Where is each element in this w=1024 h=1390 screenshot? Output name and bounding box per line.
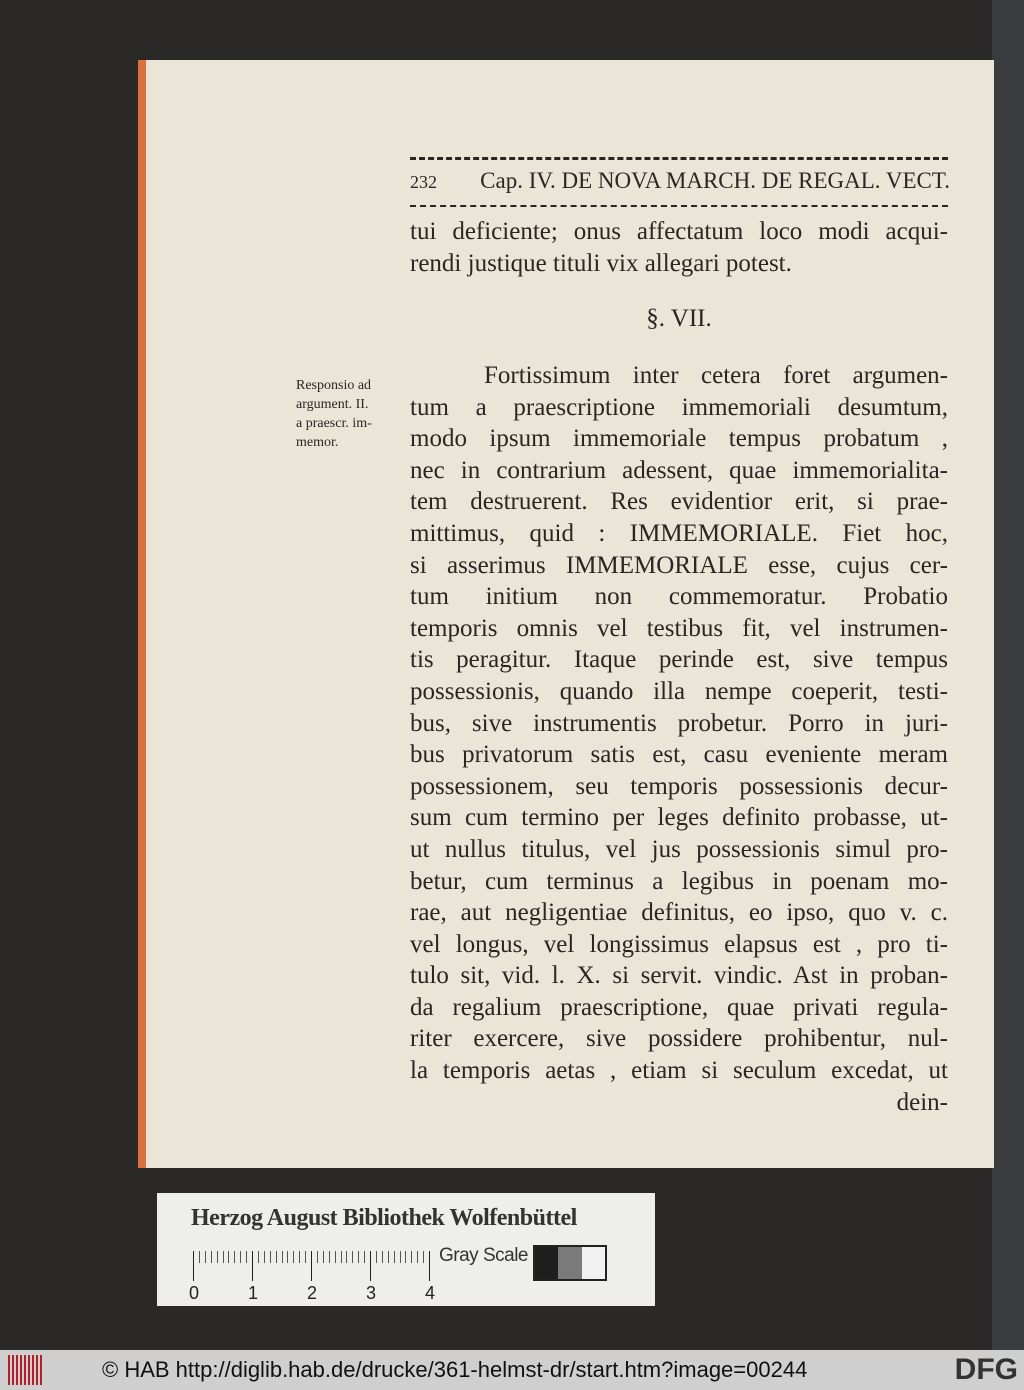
- text-line: rendi justique tituli vix allegari potest.: [410, 249, 792, 277]
- ruler-tick: [358, 1251, 359, 1263]
- ruler-tick: [223, 1251, 224, 1263]
- text-line: tem destruerent. Res evidentior erit, si prae-: [410, 488, 948, 516]
- margin-note: [296, 376, 408, 452]
- text-line: rae, aut negligentiae definitus, eo ipso, quo v. c.: [410, 899, 948, 927]
- running-header: [410, 168, 950, 194]
- ruler-label: 2: [307, 1283, 318, 1303]
- ruler-tick: [264, 1251, 265, 1263]
- ruler-tick: [346, 1251, 347, 1263]
- text-line: tis peragitur. Itaque perinde est, sive tempus: [410, 646, 948, 674]
- catchword: dein-: [896, 1088, 948, 1116]
- ruler-label: 3: [366, 1283, 377, 1303]
- library-name: Herzog August Bibliothek Wolfenbüttel: [191, 1205, 577, 1231]
- gray-scale-swatch: [533, 1245, 607, 1281]
- text-line: mittimus, quid : IMMEMORIALE. Fiet hoc,: [410, 519, 948, 547]
- running-title: Cap. IV. DE NOVA MARCH. DE REGAL. VECT.: [480, 168, 950, 193]
- ruler-tick: [364, 1251, 365, 1263]
- ruler-label: 4: [425, 1283, 436, 1303]
- margin-line: memor.: [296, 435, 339, 450]
- intro-text: [410, 216, 948, 279]
- ruler-tick: [258, 1251, 259, 1263]
- text-line: tulo sit, vid. l. X. si servit. vindic. Ast in proban-: [410, 962, 948, 990]
- ruler-tick: [228, 1251, 229, 1263]
- text-line: betur, cum terminus a legibus in poenam mo-: [410, 867, 948, 895]
- text-line: sum cum termino per leges definito probasse, ut-: [410, 804, 948, 832]
- text-line: si asserimus IMMEMORIALE esse, cujus cer-: [410, 551, 948, 579]
- ruler-label: 0: [189, 1283, 200, 1303]
- ruler-tick: [305, 1251, 306, 1263]
- ruler-tick: [299, 1251, 300, 1263]
- ruler-tick: [276, 1251, 277, 1263]
- dfg-logo: DFG: [954, 1353, 1018, 1386]
- text-line: tui deficiente; onus affectatum loco modi acqui-: [410, 218, 948, 245]
- text-line: nec in contrarium adessent, quae immemorialita-: [410, 456, 948, 484]
- footer-bar: [0, 1350, 1024, 1390]
- text-line: Fortissimum inter cetera foret argumen-: [484, 362, 948, 389]
- ruler-tick: [240, 1251, 241, 1263]
- ruler-tick: [205, 1251, 206, 1263]
- ruler-tick: [352, 1251, 353, 1263]
- ruler-tick: [417, 1251, 418, 1263]
- hab-logo-icon: [8, 1355, 44, 1385]
- ruler: [189, 1245, 436, 1303]
- section-heading: §. VII.: [646, 305, 712, 332]
- ruler-tick: [217, 1251, 218, 1263]
- text-line: da regalium praescriptione, quae privati regula-: [410, 993, 948, 1021]
- ruler-tick: [199, 1251, 200, 1263]
- text-line: vel longus, vel longissimus elapsus est , pro ti-: [410, 930, 948, 958]
- gray-patch: [558, 1247, 581, 1279]
- ruler-tick: [429, 1251, 430, 1281]
- text-line: riter exercere, sive possidere prohibentur, nul-: [410, 1025, 948, 1053]
- scale-card: [157, 1193, 655, 1306]
- ruler-tick: [282, 1251, 283, 1263]
- ruler-tick: [317, 1251, 318, 1263]
- ruler-tick: [329, 1251, 330, 1263]
- ruler-label: 1: [248, 1283, 259, 1303]
- ruler-tick: [394, 1251, 395, 1263]
- text-line: tum a praescriptione immemoriali desumtum,: [410, 393, 948, 421]
- ruler-tick: [382, 1251, 383, 1263]
- ruler-tick: [323, 1251, 324, 1263]
- text-line: la temporis aetas , etiam si seculum excedat, ut: [410, 1057, 948, 1085]
- ruler-tick: [405, 1251, 406, 1263]
- text-line: modo ipsum immemoriale tempus probatum ,: [410, 425, 948, 453]
- page-number: 232: [410, 172, 437, 192]
- ruler-tick: [423, 1251, 424, 1263]
- header-rule-top: [410, 157, 948, 160]
- ruler-tick: [270, 1251, 271, 1263]
- ruler-tick: [370, 1251, 371, 1281]
- margin-line: a praescr. im-: [296, 416, 372, 431]
- margin-line: argument. II.: [296, 397, 369, 412]
- ruler-tick: [252, 1251, 253, 1281]
- body-text: [410, 360, 948, 1118]
- text-line: bus, sive instrumentis probetur. Porro in juri-: [410, 709, 948, 737]
- text-line: bus privatorum satis est, casu eveniente meram: [410, 741, 948, 769]
- text-line: temporis omnis vel testibus fit, vel instrumen-: [410, 614, 948, 642]
- text-line: tum initium non commemoratur. Probatio: [410, 583, 948, 611]
- ruler-tick: [311, 1251, 312, 1281]
- background-edge: [992, 0, 1024, 1350]
- ruler-tick: [211, 1251, 212, 1263]
- header-rule-bottom: [410, 205, 948, 207]
- ruler-tick: [287, 1251, 288, 1263]
- ruler-tick: [376, 1251, 377, 1263]
- margin-line: Responsio ad: [296, 378, 372, 393]
- ruler-tick: [193, 1251, 194, 1281]
- ruler-tick: [246, 1251, 247, 1263]
- ruler-tick: [293, 1251, 294, 1263]
- text-line: possessionis, quando illa nempe coeperit, testi-: [410, 677, 948, 705]
- ruler-tick: [335, 1251, 336, 1263]
- ruler-tick: [400, 1251, 401, 1263]
- ruler-tick: [411, 1251, 412, 1263]
- ruler-tick: [234, 1251, 235, 1263]
- ruler-tick: [388, 1251, 389, 1263]
- ruler-tick: [341, 1251, 342, 1263]
- gray-patch: [535, 1247, 558, 1279]
- gray-scale-label: Gray Scale: [439, 1245, 528, 1266]
- gray-patch: [582, 1247, 605, 1279]
- text-line: ut nullus titulus, vel jus possessionis simul pro-: [410, 835, 948, 863]
- text-line: possessionem, seu temporis possessionis decur-: [410, 772, 948, 800]
- copyright-link[interactable]: © HAB http://diglib.hab.de/drucke/361-helmst-dr/start.htm?image=00244: [102, 1357, 808, 1382]
